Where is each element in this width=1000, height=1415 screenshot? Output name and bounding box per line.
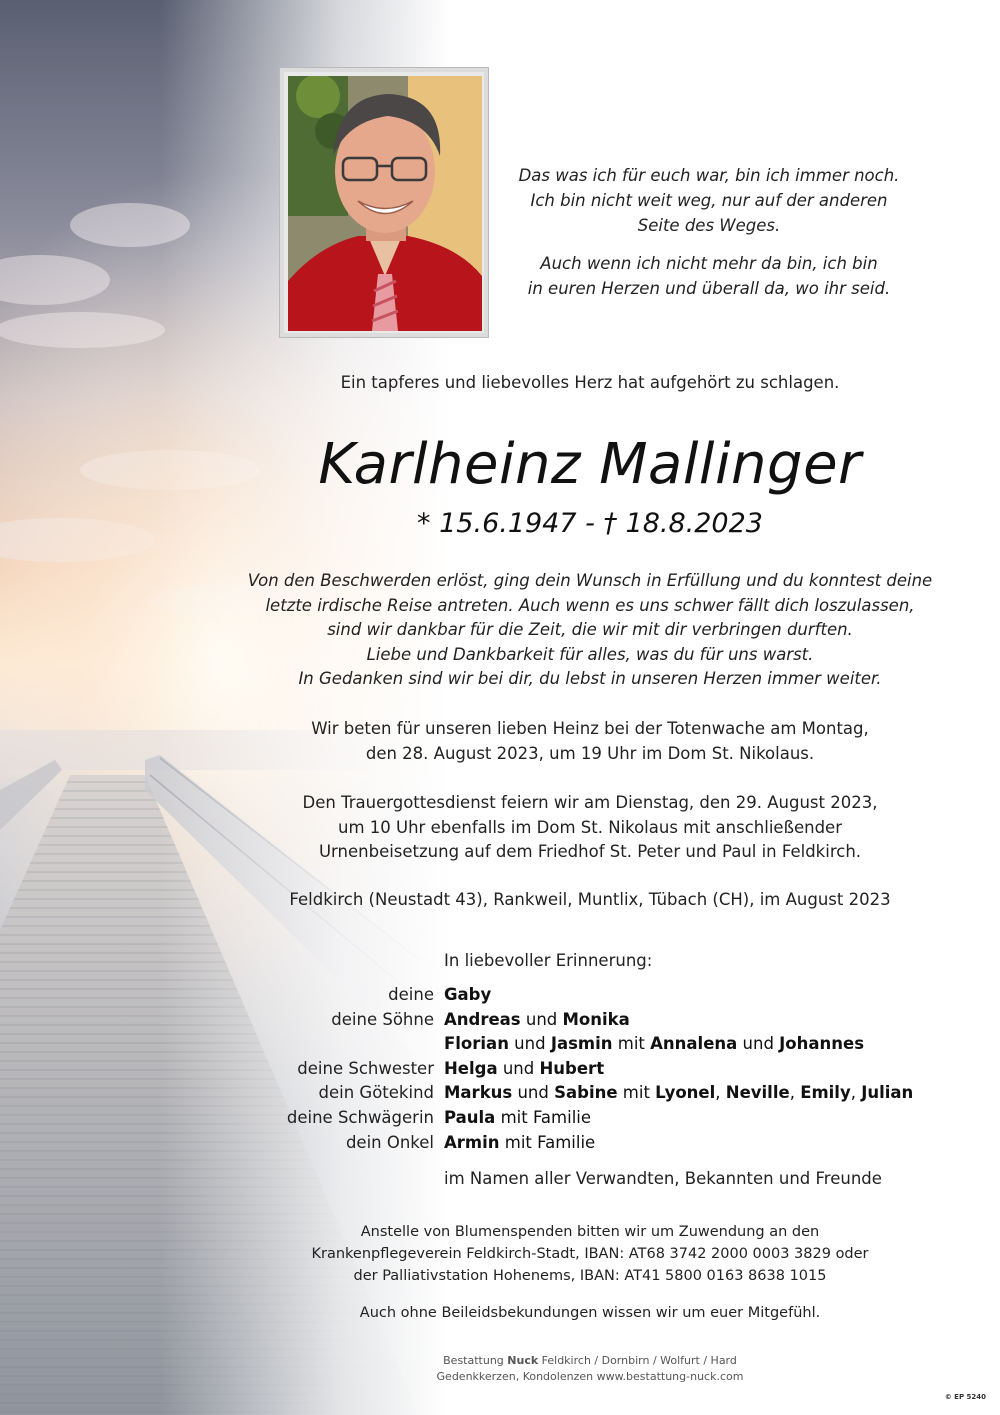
deceased-name: Karlheinz Mallinger [318,432,862,497]
mourner-row [0,1081,1000,1106]
mourner-connector: und [512,1083,555,1103]
mourner-names [444,1032,864,1057]
footer-line-1 [300,1353,880,1369]
quote-line: Seite des Weges. [637,216,781,235]
mourner-relation: deine Schwägerin [286,1108,434,1127]
mourner-connector: und [508,1034,551,1054]
portrait-photo [288,76,482,331]
mourner-connector: und [497,1058,540,1078]
place-date-line: Feldkirch (Neustadt 43), Rankweil, Muntlix, Tübach (CH), im August 2023 [289,890,891,909]
quote-line: Auch wenn ich nicht mehr da bin, ich bin [540,254,878,273]
mourner-name: Emily [800,1083,851,1103]
mourner-connector: mit [617,1083,656,1103]
mourner-connector: mit Familie [495,1108,592,1127]
farewell-line: letzte irdische Reise antreten. Auch wenn es uns schwer fällt dich loszulassen, [265,595,915,615]
mourner-row [0,1057,1000,1082]
mourner-name: Hubert [539,1058,605,1078]
condolence-note: Auch ohne Beileidsbekundungen wissen wir um euer Mitgefühl. [359,1305,821,1321]
mourner-row [0,1032,1000,1057]
farewell-text [230,569,950,692]
mourner-name: Monika [562,1009,630,1029]
mourner-name: Florian [444,1034,509,1054]
mourner-connector: und [737,1034,780,1054]
wake-line: den 28. August 2023, um 19 Uhr im Dom St. Nikolaus. [365,743,815,763]
mourner-connector: , [850,1083,862,1103]
mourner-name: Markus [444,1083,513,1103]
mourner-names [444,1081,913,1106]
footer [300,1353,880,1385]
mourner-name: Armin [444,1132,500,1152]
mourner-name: Sabine [554,1083,618,1103]
lead-sentence: Ein tapferes und liebevolles Herz hat aufgehört zu schlagen. [340,373,840,392]
mourner-connector: mit Familie [499,1132,596,1152]
quote-line: in euren Herzen und überall da, wo ihr seid. [527,279,891,298]
farewell-line: In Gedanken sind wir bei dir, du lebst in unseren Herzen immer weiter. [298,669,882,688]
mourner-names [444,1131,595,1156]
mourner-name: Lyonel [655,1083,716,1103]
service-info [230,791,950,865]
mourner-relation: deine Schwester [297,1058,434,1078]
portrait-frame [279,67,489,338]
service-line: Den Trauergottesdienst feiern wir am Dienstag, den 29. August 2023, [302,793,878,812]
donation-note [230,1221,950,1287]
mourners-closing: im Namen aller Verwandten, Bekannten und Freunde [444,1169,882,1188]
mourner-name: Gaby [444,985,492,1004]
footer-brand: Nuck [507,1354,539,1367]
quote-stanza-1 [500,163,918,238]
quote-line: Ich bin nicht weit weg, nur auf der anderen [530,191,888,210]
mourner-name: Andreas [444,1009,521,1029]
mourner-connector: , [715,1083,726,1103]
mourner-row [0,1106,1000,1131]
life-dates: * 15.6.1947 - † 18.8.2023 [417,508,763,539]
mourner-relation: deine [388,985,434,1004]
mourner-name: Annalena [650,1034,738,1054]
mourner-names [444,1106,591,1131]
mourner-row [0,1131,1000,1156]
wake-info [230,717,950,766]
farewell-line: Von den Beschwerden erlöst, ging dein Wunsch in Erfüllung und du konntest deine [247,571,933,590]
mourner-connector: mit [612,1034,651,1054]
footer-prefix: Bestattung [443,1354,508,1367]
mourner-relation: dein Götekind [318,1083,434,1103]
mourner-name: Paula [444,1108,496,1127]
mourner-name: Neville [725,1083,790,1103]
print-code: © EP 5240 [944,1393,986,1401]
farewell-line: sind wir dankbar für die Zeit, die wir mit dir verbringen durften. [327,620,853,639]
donation-line: der Palliativstation Hohenems, IBAN: AT41 5800 0163 8638 1015 [353,1268,827,1284]
mourner-names [444,983,491,1008]
farewell-line: Liebe und Dankbarkeit für alles, was du für uns warst. [366,644,814,664]
mourner-row [0,983,1000,1008]
donation-line: Krankenpflegeverein Feldkirch-Stadt, IBAN: AT68 3742 2000 0003 3829 oder [311,1246,869,1262]
mourner-relation: deine Söhne [331,1009,434,1029]
mourner-name: Julian [861,1083,914,1103]
footer-locations: Feldkirch / Dornbirn / Wolfurt / Hard [538,1354,737,1367]
service-line: um 10 Uhr ebenfalls im Dom St. Nikolaus mit anschließender [338,817,842,837]
quote-stanza-2 [500,251,918,301]
wake-line: Wir beten für unseren lieben Heinz bei der Totenwache am Montag, [311,719,869,738]
mourner-name: Johannes [779,1034,865,1054]
mourner-name: Helga [444,1058,498,1078]
quote-line: Das was ich für euch war, bin ich immer noch. [518,166,900,185]
mourner-connector: , [789,1083,801,1103]
service-line: Urnenbeisetzung auf dem Friedhof St. Peter und Paul in Feldkirch. [318,842,862,861]
mourner-names [444,1008,630,1033]
mourners-heading: In liebevoller Erinnerung: [444,951,653,970]
footer-line-2: Gedenkkerzen, Kondolenzen www.bestattung-nuck.com [436,1370,744,1383]
mourner-name: Jasmin [550,1034,613,1054]
donation-line: Anstelle von Blumenspenden bitten wir um Zuwendung an den [360,1224,820,1240]
mourner-row [0,1008,1000,1033]
mourner-relation: dein Onkel [345,1132,434,1152]
mourner-connector: und [520,1009,563,1029]
mourner-names [444,1057,604,1082]
